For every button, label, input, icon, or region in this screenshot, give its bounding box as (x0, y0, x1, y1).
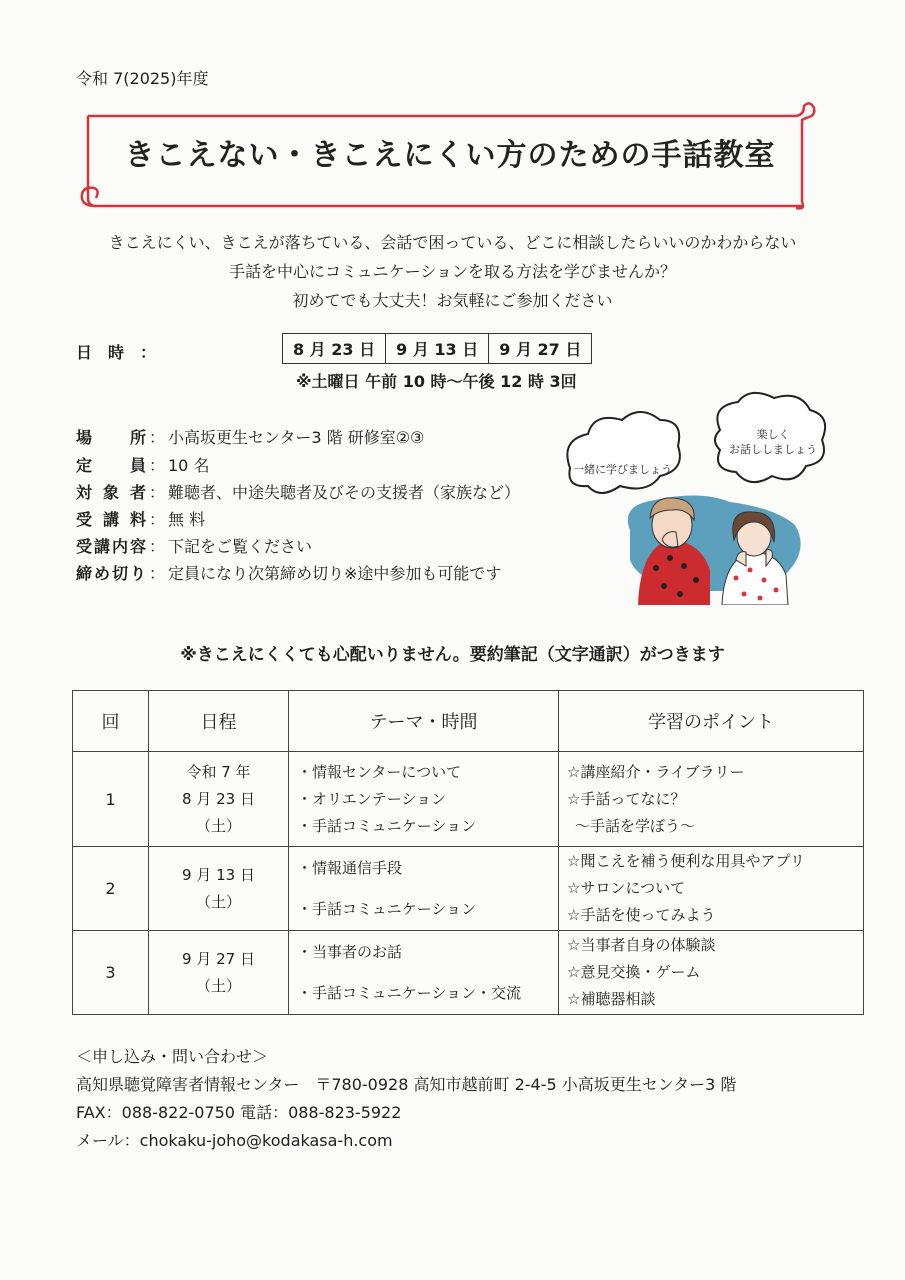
point-line: ☆意見交換・ゲーム (567, 963, 701, 981)
table-row (73, 931, 864, 1015)
date-line: 8 月 23 日 (182, 789, 255, 808)
theme-line: ・オリエンテーション (297, 789, 447, 808)
date-boxes (282, 333, 592, 364)
theme-line: ・情報センターについて (297, 762, 462, 781)
header-cell: 日程 (149, 691, 289, 752)
detail-row-location: 場 所 ： 小高坂更生センター3 階 研修室②③ (76, 425, 424, 448)
contact-org: 高知県聴覚障害者情報センター 〒780-0928 高知市越前町 2-4-5 小高坂更生センター3 階 (76, 1075, 737, 1094)
date-line: 9 月 27 日 (182, 949, 255, 968)
intro-line: 初めてでも大丈夫！お気軽にご参加ください (292, 291, 613, 310)
theme-line: ・手話コミュニケーション (297, 899, 477, 918)
detail-key: 場 所 (76, 428, 146, 447)
intro-line: 手話を中心にコミュニケーションを取る方法を学びませんか？ (228, 262, 677, 281)
detail-key: 締め切り (76, 564, 146, 583)
date-line: 9 月 13 日 (182, 865, 255, 884)
session-date (149, 752, 289, 847)
session-points (559, 752, 864, 847)
detail-row-content: 受講内容 ： 下記をご覧ください (76, 534, 312, 557)
intro-text (40, 228, 865, 315)
session-theme (289, 931, 559, 1015)
captioning-note: ※きこえにくくても心配いりません。要約筆記（文字通訳）がつきます (180, 645, 725, 665)
session-theme (289, 752, 559, 847)
detail-value: 定員になり次第締め切り※途中参加も可能です (168, 564, 502, 583)
bubble-left-text: 一緒に学びましょう (573, 463, 672, 476)
table-row (73, 752, 864, 847)
theme-line: ・情報通信手段 (297, 858, 403, 877)
datetime-label: 日 時 ： (76, 343, 157, 362)
date-line: （土） (195, 976, 241, 995)
point-line: ☆聞こえを補う便利な用具やアプリ (567, 852, 805, 870)
detail-row-fee: 受講料 ： 無 料 (76, 507, 205, 530)
detail-key: 対象者 (76, 483, 146, 502)
theme-line: ・当事者のお話 (297, 942, 403, 961)
session-points (559, 847, 864, 931)
detail-value: 難聴者、中途失聴者及びその支援者（家族など） (168, 483, 521, 502)
detail-key: 受講料 (76, 510, 146, 529)
contact-heading: ＜申し込み・問い合わせ＞ (76, 1047, 269, 1066)
detail-value: 下記をご覧ください (168, 537, 313, 556)
point-line: ☆当事者自身の体験談 (567, 936, 716, 954)
theme-line: ・手話コミュニケーション (297, 816, 477, 835)
theme-line: ・手話コミュニケーション・交流 (297, 983, 522, 1002)
session-date (149, 847, 289, 931)
detail-row-capacity: 定 員 ： 10 名 (76, 453, 209, 476)
intro-line: きこえにくい、きこえが落ちている、会話で困っている、どこに相談したらいいのかわからない (108, 233, 797, 252)
table-header-row (73, 691, 864, 752)
detail-key: 受講内容 (76, 537, 146, 556)
header-cell: 学習のポイント (559, 691, 864, 752)
point-line: ☆手話を使ってみよう (567, 906, 716, 924)
date-line: （土） (195, 816, 241, 835)
header-cell: テーマ・時間 (289, 691, 559, 752)
contact-email[interactable]: メール：chokaku-joho@kodakasa-h.com (76, 1131, 393, 1150)
detail-value: 10 名 (168, 456, 210, 475)
detail-row-target: 対象者 ： 難聴者、中途失聴者及びその支援者（家族など） (76, 480, 520, 503)
session-points (559, 931, 864, 1015)
detail-value: 無 料 (168, 510, 206, 529)
contact-phone: FAX：088-822-0750 電話：088-823-5922 (76, 1103, 402, 1122)
date-box: 9 月 13 日 (386, 334, 489, 363)
bubble-right-text (718, 427, 828, 457)
detail-value: 小高坂更生センター3 階 研修室②③ (168, 428, 425, 447)
detail-key: 定 員 (76, 456, 146, 475)
date-box: 8 月 23 日 (283, 334, 386, 363)
date-line: （土） (195, 892, 241, 911)
session-number: 3 (73, 931, 149, 1015)
point-line: ☆サロンについて (567, 879, 686, 897)
fiscal-year: 令和 7(2025)年度 (76, 69, 209, 88)
table-row (73, 847, 864, 931)
header-cell: 回 (73, 691, 149, 752)
point-line: ☆講座紹介・ライブラリー (567, 762, 745, 781)
bubble-right-line: 楽しく (756, 428, 790, 441)
session-number: 1 (73, 752, 149, 847)
bubble-right-line: お話ししましょう (729, 443, 817, 456)
date-line: 令和 7 年 (186, 762, 251, 781)
schedule-table (72, 690, 864, 1015)
page-title: きこえない・きこえにくい方のための手話教室 (124, 138, 776, 173)
speech-bubble-left (567, 412, 680, 493)
session-theme (289, 847, 559, 931)
detail-row-deadline: 締め切り ： 定員になり次第締め切り※途中参加も可能です (76, 561, 501, 584)
date-box: 9 月 27 日 (499, 340, 582, 359)
point-line: ☆補聴器相談 (567, 990, 656, 1008)
contact-section (76, 1043, 736, 1155)
two-women-illustration (560, 390, 830, 605)
time-note: ※土曜日 午前 10 時～午後 12 時 3回 (296, 372, 577, 391)
session-number: 2 (73, 847, 149, 931)
point-line: ☆手話ってなに？ (567, 789, 686, 808)
session-date (149, 931, 289, 1015)
point-line: ～手話を学ぼう～ (575, 816, 696, 835)
